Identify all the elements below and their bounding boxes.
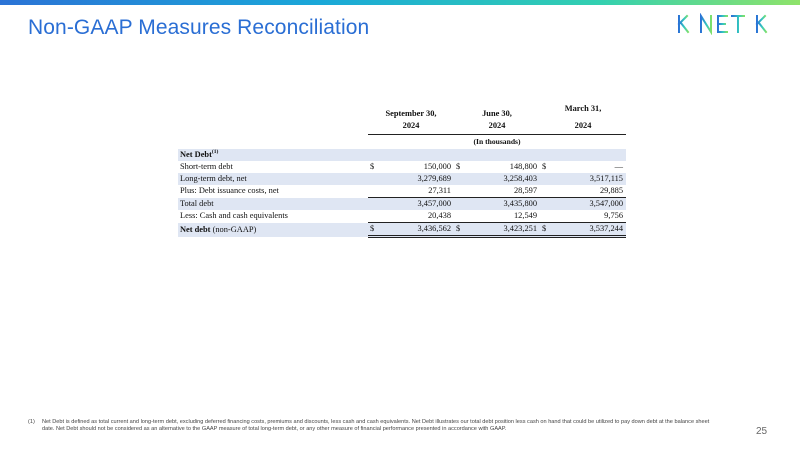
total-label: Net debt (non-GAAP)	[178, 223, 364, 237]
units-note: (In thousands)	[473, 137, 521, 146]
page-number: 25	[756, 426, 768, 437]
col-header-line1: June 30,	[482, 109, 512, 118]
kinetik-logo	[676, 13, 776, 35]
column-headers	[178, 103, 626, 135]
footnote-text: Net Debt is defined as total current and long-term debt, excluding deferred financing costs, premiums and discounts, less cash and cash equivalents. Net Debt illustrates our total debt position less cash on hand that could be utilized to pay down debt at the balance sheet date. Net Debt should not be considered as an alternative to the GAAP measure of total long-term debt, or any other measure of financial performance presented in accordance with GAAP.	[42, 419, 710, 432]
table-row: Plus: Debt issuance costs, net 27,311 28,597 29,885	[178, 185, 626, 198]
table-row: Long-term debt, net 3,279,689 3,258,403 3,517,115	[178, 173, 626, 185]
kinetik-logo-mark	[676, 13, 776, 35]
footnote-marker: (1)	[28, 419, 35, 425]
col-header-line1: March 31,	[564, 104, 602, 113]
col-header-jun-2024	[454, 103, 540, 135]
col-header-sep-2024	[368, 103, 454, 135]
table-row: Less: Cash and cash equivalents 20,438 12,549 9,756	[178, 210, 626, 223]
top-gradient-bar	[0, 0, 800, 5]
col-header-line1: September 30,	[385, 109, 437, 118]
col-header-line2: 2024	[402, 121, 420, 130]
table-row: Total debt 3,457,000 3,435,800 3,547,000	[178, 198, 626, 211]
col-header-line2: 2024	[488, 121, 506, 130]
total-row: Net debt (non-GAAP) $ 3,436,562 $ 3,423,251 $ 3,537,244	[178, 223, 626, 237]
col-header-line2: 2024	[574, 121, 592, 130]
table-row: Short-term debt $ 150,000 $ 148,800 $ —	[180, 162, 623, 171]
section-row	[178, 149, 626, 161]
section-label: Net Debt$^{(1)}$	[178, 149, 364, 161]
col-header-mar-2024	[540, 103, 626, 135]
net-debt-table	[178, 103, 626, 238]
units-row	[178, 135, 626, 150]
page-title: Non-GAAP Measures Reconciliation	[28, 16, 370, 39]
